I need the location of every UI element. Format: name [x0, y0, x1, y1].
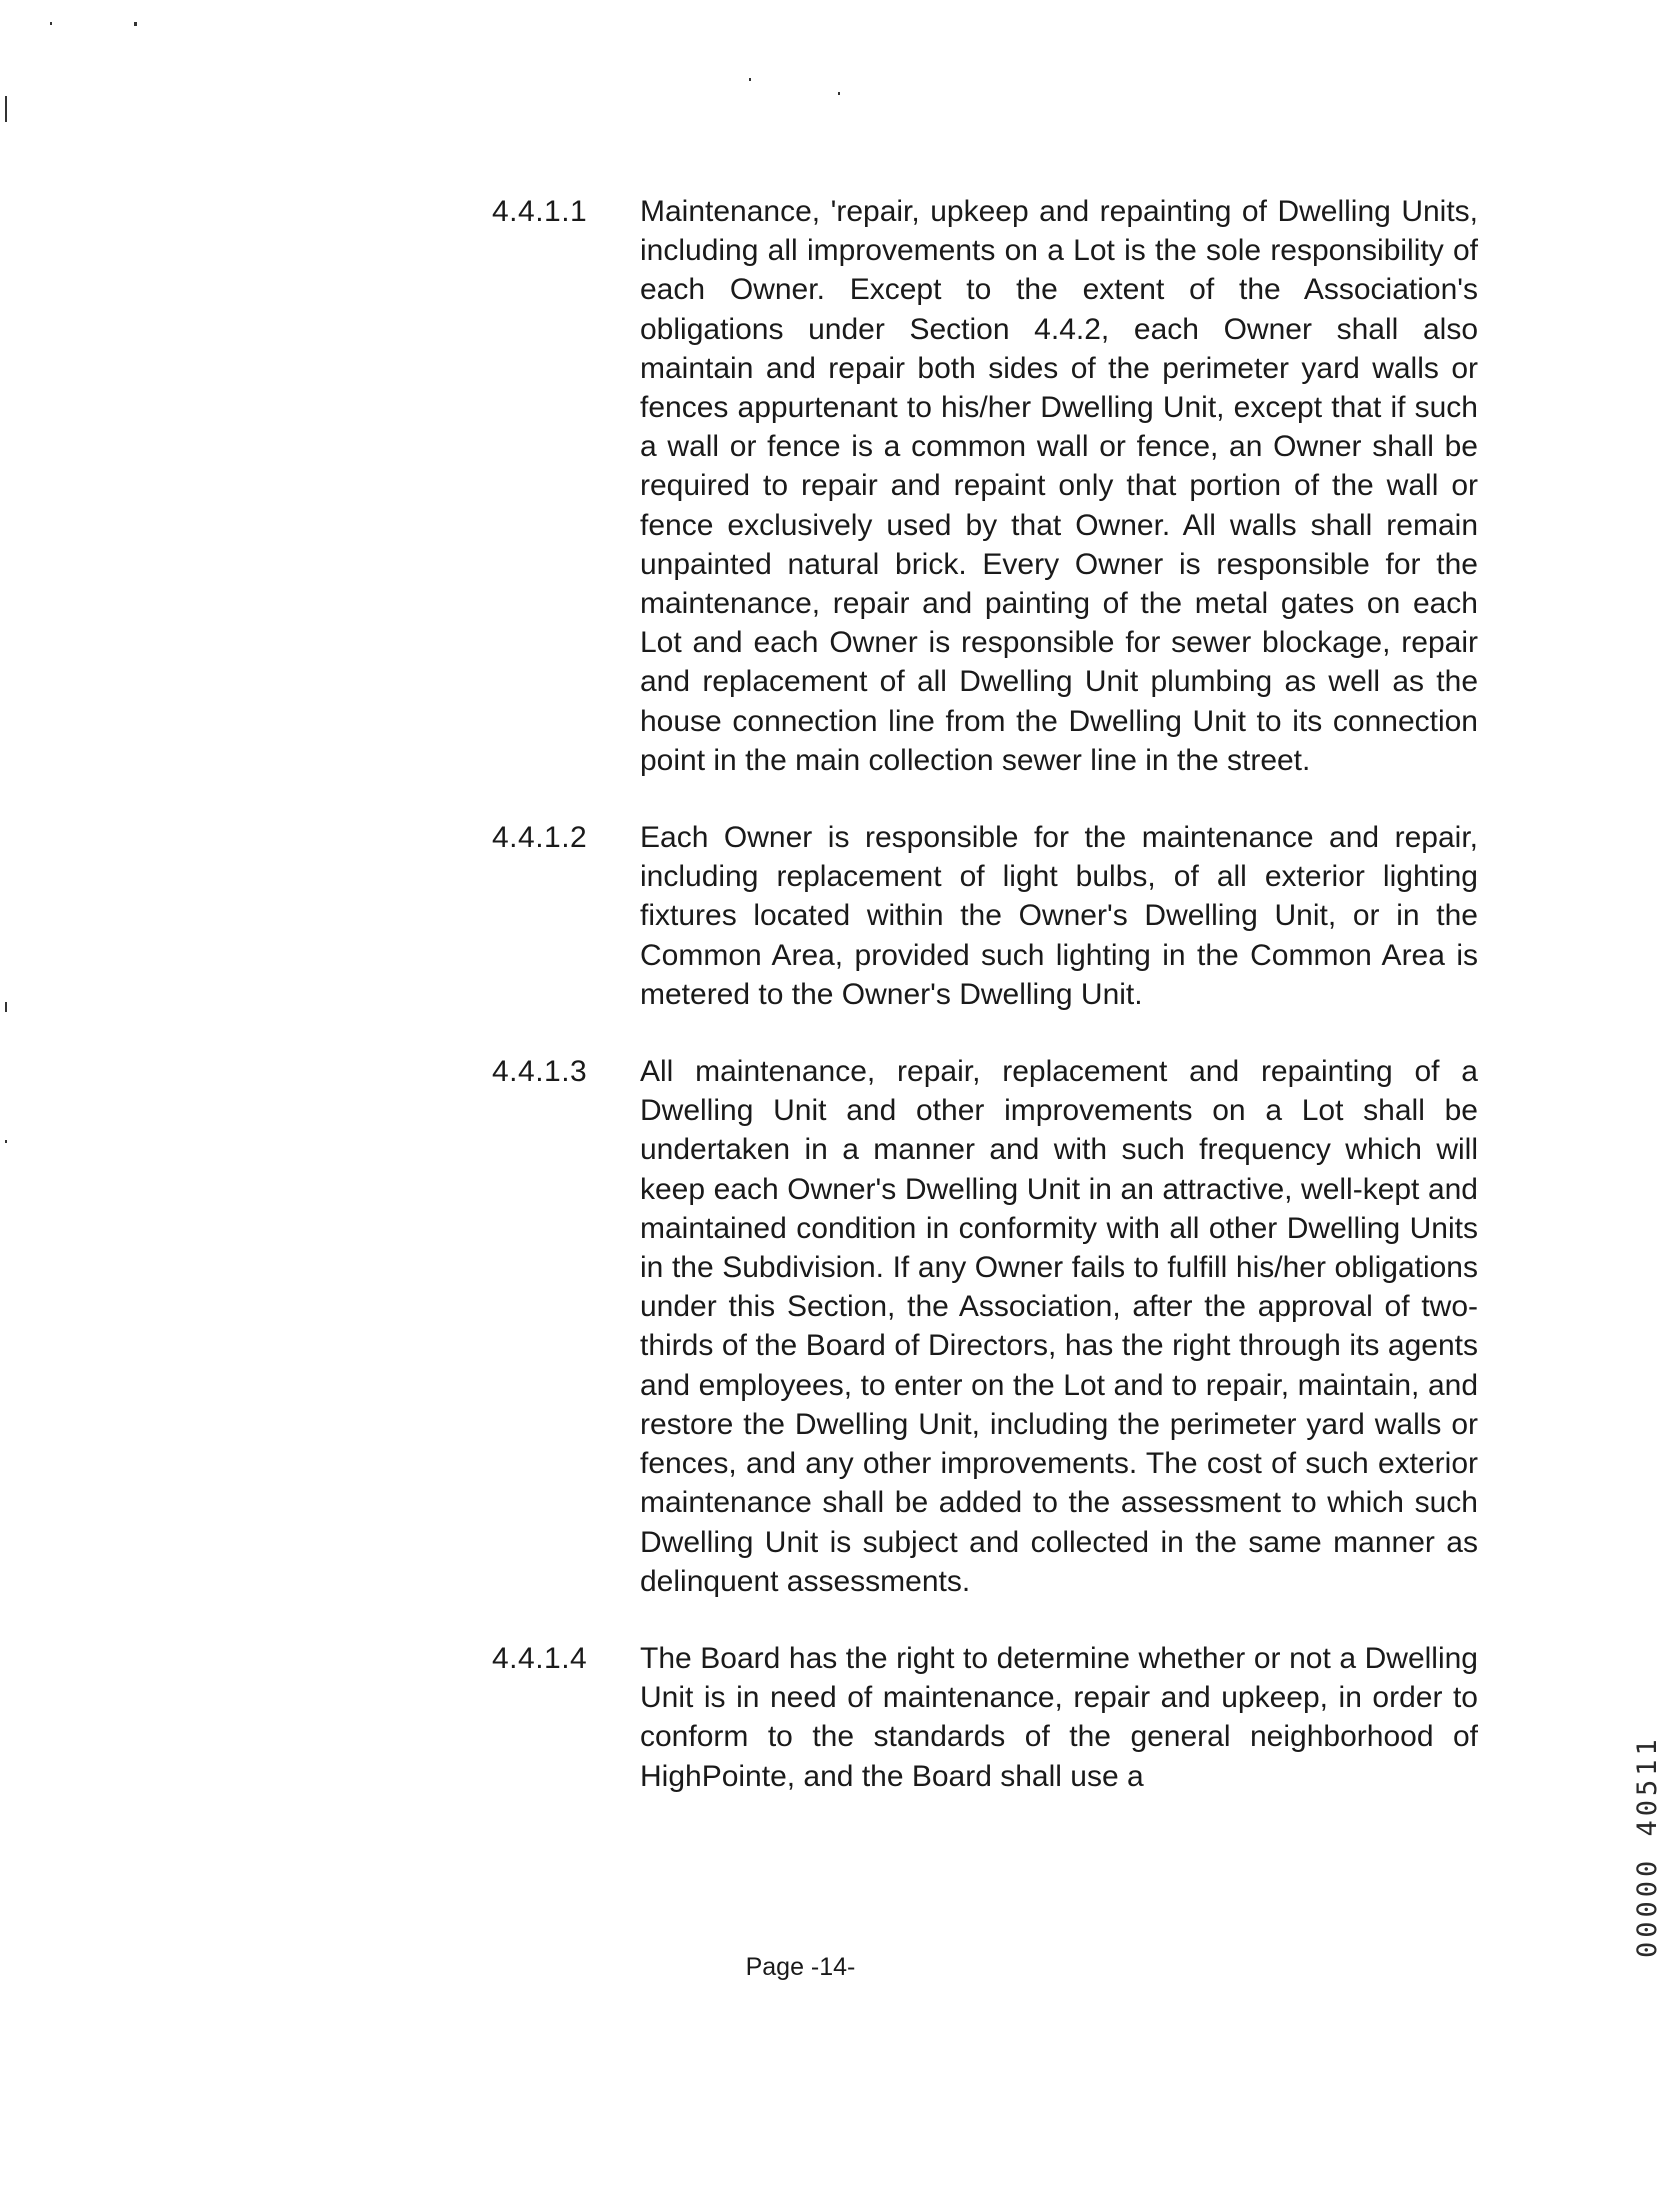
scan-speck	[5, 1002, 7, 1012]
paragraph-number: 4.4.1.2	[492, 821, 588, 855]
section-paragraphs	[492, 192, 1492, 1834]
scan-speck	[838, 92, 840, 95]
paragraph-number: 4.4.1.1	[492, 195, 588, 228]
page-footer	[0, 1953, 1677, 1982]
scan-speck	[749, 78, 751, 81]
page-number: Page -14-	[745, 1953, 856, 1981]
paragraph-4-4-1-3	[492, 1052, 1492, 1601]
paragraph-4-4-1-4	[492, 1639, 1492, 1796]
paragraph-text: Maintenance, 'repair, upkeep and repainting of Dwelling Units, including all improvements on a Lot is the sole responsibility of each Owner. Except to the extent of the Association's obligations under Section 4.4.2, each Owner shall also maintain and repair both sides of the perimeter yard walls or fences appurtenant to his/her Dwelling Unit, except that if such a wall or fence is a common wall or fence, an Owner shall be required to repair and repaint only that portion of the wall or fence exclusively used by that Owner. All walls shall remain unpainted natural brick. Every Owner is responsible for the maintenance, repair and painting of the metal gates on each Lot and each Owner is responsible for sewer blockage, repair and replacement of all Dwelling Unit plumbing as well as the house connection line from the Dwelling Unit to its connection point in the main collection sewer line in the street.	[640, 195, 1478, 777]
paragraph-4-4-1-2	[492, 818, 1492, 1014]
paragraph-number: 4.4.1.4	[492, 1641, 588, 1675]
paragraph-4-4-1-1	[492, 192, 1492, 780]
paragraph-text: Each Owner is responsible for the maintenance and repair, including replacement of light bulbs, of all exterior lighting fixtures located within the Owner's Dwelling Unit, or in the Common Area, provided such lighting in the Common Area is metered to the Owner's Dwelling Unit.	[640, 821, 1478, 1011]
paragraph-text: All maintenance, repair, replacement and repainting of a Dwelling Unit and other improvements on a Lot shall be undertaken in a manner and with such frequency which will keep each Owner's Dwelling Unit in an attractive, well-kept and maintained condition in conformity with all other Dwelling Units in the Subdivision. If any Owner fails to fulfill his/her obligations under this Section, the Association, after the approval of two-thirds of the Board of Directors, has the right through its agents and employees, to enter on the Lot and to repair, maintain, and restore the Dwelling Unit, including the perimeter yard walls or fences, and any other improvements. The cost of such exterior maintenance shall be added to the assessment to which such Dwelling Unit is subject and collected in the same manner as delinquent assessments.	[640, 1055, 1478, 1598]
scan-speck	[5, 96, 7, 122]
paragraph-number: 4.4.1.3	[492, 1055, 588, 1089]
scan-speck	[50, 22, 52, 25]
scan-speck	[134, 22, 137, 26]
stamp-number: 00000 40511	[1632, 1735, 1663, 1958]
side-document-stamp	[1588, 1588, 1663, 1958]
paragraph-text: The Board has the right to determine whether or not a Dwelling Unit is in need of maintenance, repair and upkeep, in order to conform to the standards of the general neighborhood of HighPointe, and the Board shall use a	[640, 1641, 1478, 1793]
scan-speck	[5, 1140, 7, 1143]
